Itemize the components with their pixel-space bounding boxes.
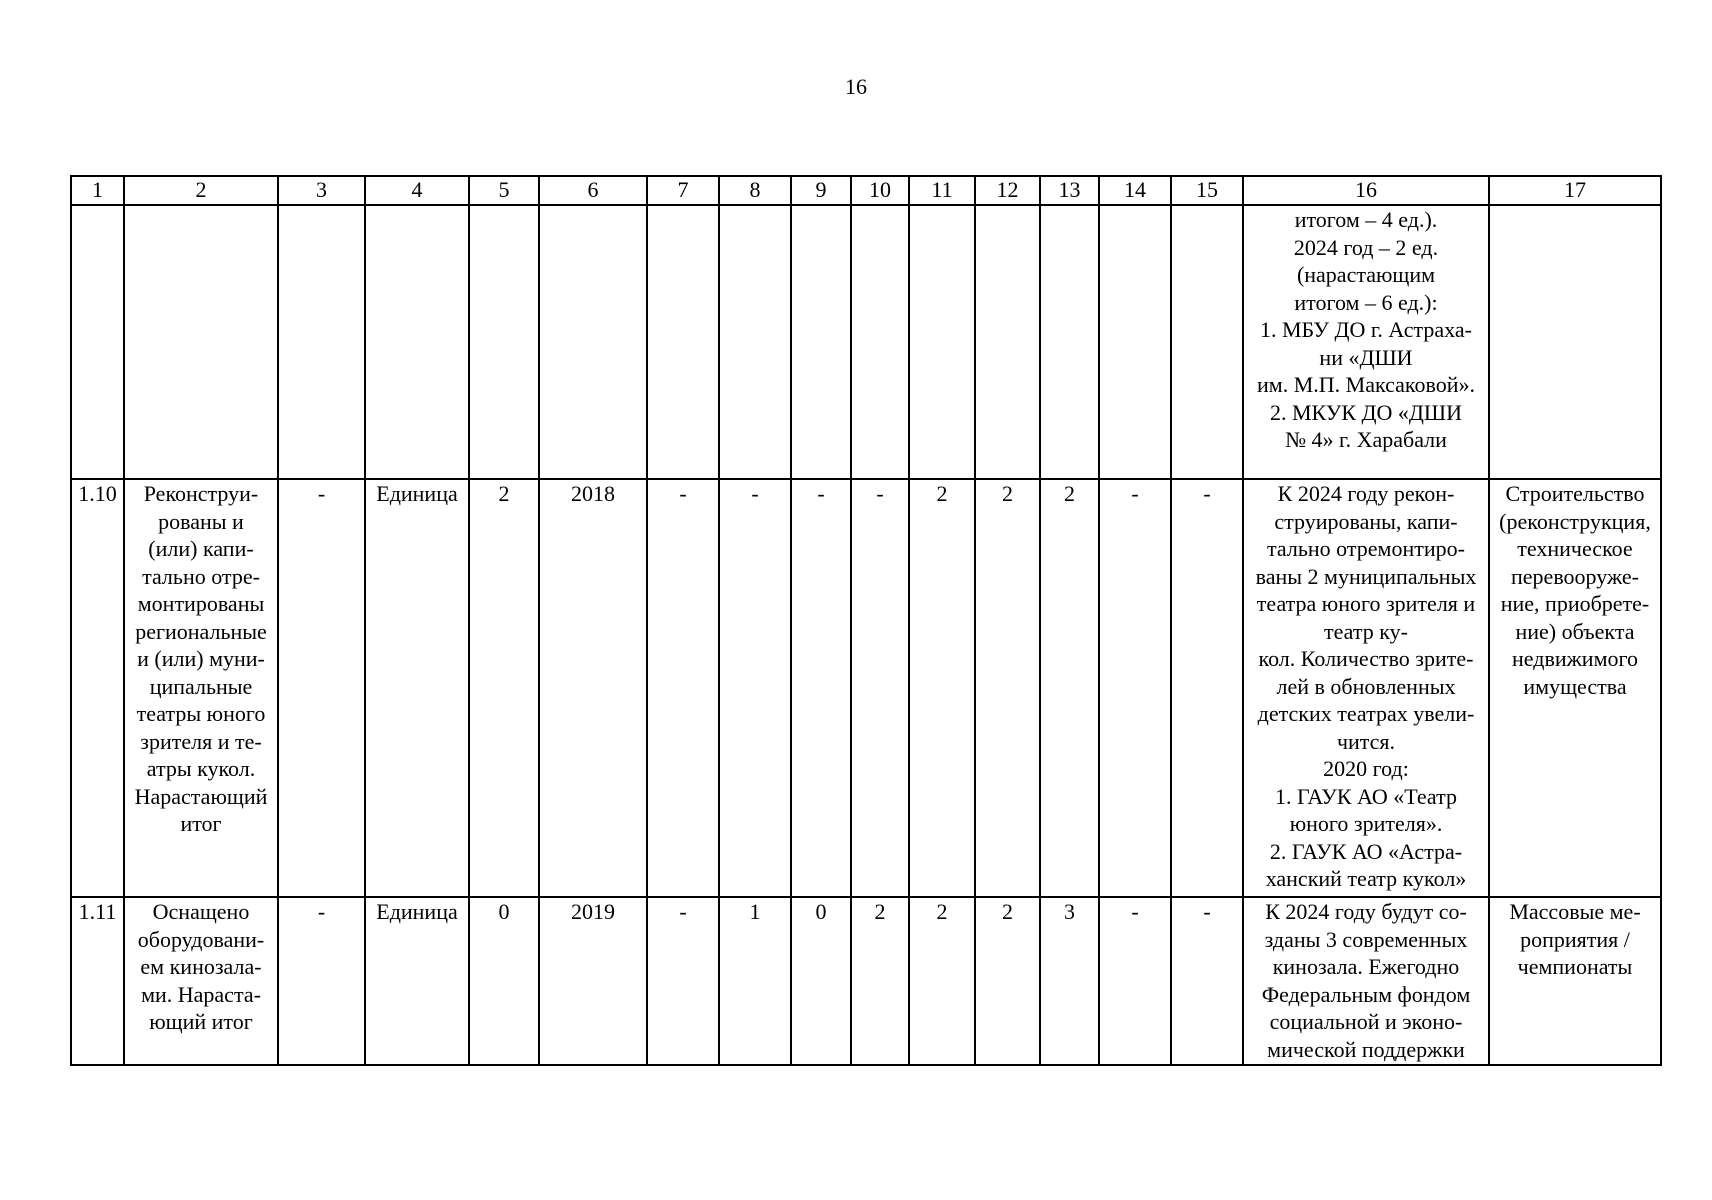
page-number: 16 (845, 74, 867, 99)
column-header: 7 (647, 176, 719, 205)
table-cell (719, 205, 791, 479)
column-header: 16 (1243, 176, 1489, 205)
table-row (71, 897, 1661, 1065)
column-header: 1 (71, 176, 124, 205)
table-cell: - (719, 479, 791, 897)
column-header: 12 (975, 176, 1040, 205)
measure-type-cell: Массовые ме- роприятия / чемпионаты (1489, 897, 1661, 1065)
base-value-cell: 2 (469, 479, 539, 897)
table-cell (1489, 205, 1661, 479)
table-cell: 2 (975, 479, 1040, 897)
table-cell (1040, 205, 1099, 479)
row-number-cell: 1.11 (71, 897, 124, 1065)
indicator-name-cell: Реконструи- рованы и (или) капи- тально отре- монтированы региональные и (или) муни- ципальные театры юного зрителя и те- атры кукол. Нарастающий итог (124, 479, 278, 897)
data-table (70, 175, 1662, 1066)
table-cell (469, 205, 539, 479)
table-cell: - (851, 479, 909, 897)
result-description-cell: К 2024 году будут со- зданы 3 современных кинозала. Ежегодно Федеральным фондом социальной и эконо- мической поддержки (1243, 897, 1489, 1065)
table-cell: 2 (975, 897, 1040, 1065)
table-cell: - (1171, 479, 1243, 897)
column-header: 9 (791, 176, 851, 205)
table-cell: - (1171, 897, 1243, 1065)
table-cell (791, 205, 851, 479)
table-cell (539, 205, 647, 479)
column-header: 5 (469, 176, 539, 205)
table-cell (909, 205, 975, 479)
row-number-cell: 1.10 (71, 479, 124, 897)
base-value-cell: 0 (469, 897, 539, 1065)
table-cell (278, 205, 365, 479)
table-cell: 3 (1040, 897, 1099, 1065)
table-cell (1171, 205, 1243, 479)
result-description-cell: итогом – 4 ед.). 2024 год – 2 ед. (нарастающим итогом – 6 ед.): 1. МБУ ДО г. Астраха- ни «ДШИ им. М.П. Максаковой». 2. МКУК ДО «ДШИ № 4» г. Харабали (1243, 205, 1489, 479)
column-header: 2 (124, 176, 278, 205)
table-cell: 2 (851, 897, 909, 1065)
column-header: 3 (278, 176, 365, 205)
unit-cell: Единица (365, 479, 469, 897)
table-cell: - (278, 897, 365, 1065)
table-cell: 0 (791, 897, 851, 1065)
table-cell: - (791, 479, 851, 897)
table-cell: 2 (909, 897, 975, 1065)
table-cell: - (1099, 479, 1171, 897)
table-cell: 1 (719, 897, 791, 1065)
column-header: 14 (1099, 176, 1171, 205)
table-cell: - (1099, 897, 1171, 1065)
result-description-cell: К 2024 году рекон- струированы, капи- тально отремонтиро- ваны 2 муниципальных театра юного зрителя и театр ку- кол. Количество зрите- лей в обновленных детских театрах увели- чится. 2020 год: 1. ГАУК АО «Театр юного зрителя». 2. ГАУК АО «Астра- ханский театр кукол» (1243, 479, 1489, 897)
base-year-cell: 2018 (539, 479, 647, 897)
column-header: 8 (719, 176, 791, 205)
table-cell (851, 205, 909, 479)
table-cell: - (278, 479, 365, 897)
measure-type-cell: Строительство (реконструкция, техническое перевооруже- ние, приобрете- ние) объекта недвижимого имущества (1489, 479, 1661, 897)
table-cell (647, 205, 719, 479)
column-header: 4 (365, 176, 469, 205)
table-row (71, 479, 1661, 897)
table-cell (365, 205, 469, 479)
table-cell (1099, 205, 1171, 479)
table-row (71, 205, 1661, 479)
column-header: 10 (851, 176, 909, 205)
column-header: 17 (1489, 176, 1661, 205)
table-header-row (71, 176, 1661, 205)
column-header: 6 (539, 176, 647, 205)
table-cell: 2 (1040, 479, 1099, 897)
unit-cell: Единица (365, 897, 469, 1065)
table-cell: 2 (909, 479, 975, 897)
column-header: 11 (909, 176, 975, 205)
table-cell: - (647, 479, 719, 897)
column-header: 13 (1040, 176, 1099, 205)
base-year-cell: 2019 (539, 897, 647, 1065)
table-cell (71, 205, 124, 479)
indicator-name-cell: Оснащено оборудовани- ем кинозала- ми. Нараста- ющий итог (124, 897, 278, 1065)
table-cell: - (647, 897, 719, 1065)
column-header: 15 (1171, 176, 1243, 205)
table-cell (124, 205, 278, 479)
table-cell (975, 205, 1040, 479)
